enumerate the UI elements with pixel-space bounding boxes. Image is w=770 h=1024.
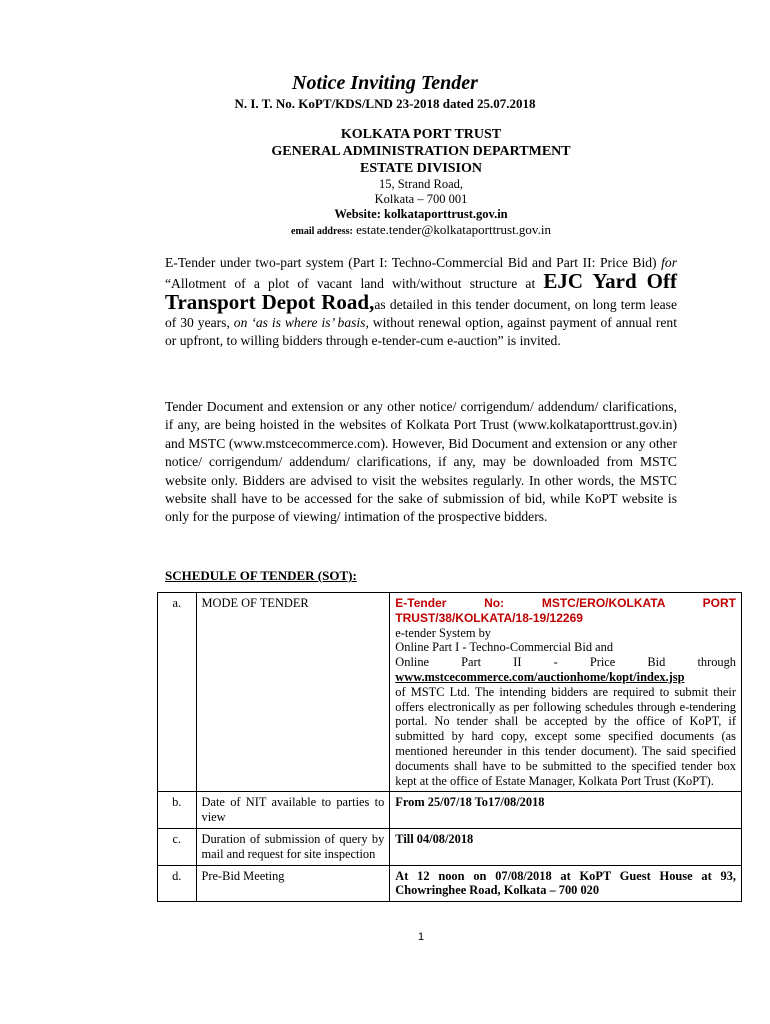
e-tender-number: E-Tender No: MSTC/ERO/KOLKATA PORT TRUST/38/KOLKATA/18-19/12269 [395,596,736,625]
table-row [158,828,742,865]
table-row [158,865,742,902]
row-index: a. [158,593,197,792]
org-name: KOLKATA PORT TRUST [340,127,502,142]
address-line-1: 15, Strand Road, [378,177,464,191]
row-label: Date of NIT available to parties to view [196,792,390,829]
org-department: GENERAL ADMINISTRATION DEPARTMENT [271,144,571,159]
intro-text-1: E-Tender under two-part system (Part I: Techno-Commercial Bid and Part II: Price Bid) [165,255,662,270]
intro-text-for: for [661,255,677,270]
intro-location: EJC Yard Off Transport Depot Road, [165,269,677,314]
mode-line-2: e-tender System by [395,625,491,640]
row-label: MODE OF TENDER [196,593,390,792]
email-line [0,222,770,239]
row-label: Pre-Bid Meeting [196,865,390,902]
schedule-heading: SCHEDULE OF TENDER (SOT): [165,568,357,583]
tender-document-paragraph: Tender Document and extension or any other notice/ corrigendum/ addendum/ clarifications, if any, are being hoisted in the websites of Kolkata Port Trust (www.kolkataporttrust.gov.in) and MSTC (www.mstcecommerce.com). However, Bid Document and extension or any other notice/ corrigendum/ addendum/ clarifications, if any, may be downloaded from MSTC website only. Bidders are advised to visit the websites regularly. In other words, the MSTC website shall have to be accessed for the sake of submission of bid, while KoPT website is only for the purpose of viewing/ intimation of the prospective bidders. [165,399,677,525]
row-value: At 12 noon on 07/08/2018 at KoPT Guest House at 93, Chowringhee Road, Kolkata – 700 020 [390,865,742,902]
mstc-url-link[interactable]: www.mstcecommerce.com/auctionhome/kopt/index.jsp [395,669,685,684]
intro-text-2: “Allotment of a plot of vacant land with/without structure at [165,276,544,291]
schedule-table [157,592,742,902]
organization-header [0,126,770,177]
row-index: d. [158,865,197,902]
page-number: 1 [417,931,425,943]
org-division: ESTATE DIVISION [359,161,483,176]
row-index: b. [158,792,197,829]
address-line-2: Kolkata – 700 001 [374,192,468,206]
email-address: estate.tender@kolkataporttrust.gov.in [356,222,551,237]
row-index: c. [158,828,197,865]
intro-basis: on ‘as is where is’ basis, [233,315,369,330]
address-block [0,177,770,239]
email-label: email address: [291,226,353,237]
document-title: Notice Inviting Tender [292,72,478,94]
table-row [158,792,742,829]
mode-description: of MSTC Ltd. The intending bidders are required to submit their offers electronically as per following schedules through e-tendering portal. No tender shall be accepted by the office of KoPT, if submitted by hard copy, except some specified documents (as mentioned hereunder in this tender document). The said specified documents shall have to be submitted to the specified tender box kept at the office of Estate Manager, Kolkata Port Trust (KoPT). [395,684,736,788]
mode-line-3: Online Part I - Techno-Commercial Bid and [395,640,614,655]
website-line: Website: kolkataporttrust.gov.in [334,207,508,221]
row-value: Till 04/08/2018 [390,828,742,865]
mode-of-tender-value [390,593,742,792]
tender-intro-paragraph [165,254,677,350]
row-label: Duration of submission of query by mail and request for site inspection [196,828,390,865]
intro-text-3: as detailed in this tender document, on long term lease of 30 years, [165,297,677,330]
intro-text-4: without renewal option, against payment of annual rent or upfront, to willing bidders through e-tender-cum e-auction” is invited. [165,315,678,348]
nit-number: N. I. T. No. KoPT/KDS/LND 23-2018 dated 25.07.2018 [234,96,536,111]
row-value: From 25/07/18 To17/08/2018 [390,792,742,829]
table-row [158,593,742,792]
mode-line-4: Online Part II - Price Bid through [395,655,736,670]
